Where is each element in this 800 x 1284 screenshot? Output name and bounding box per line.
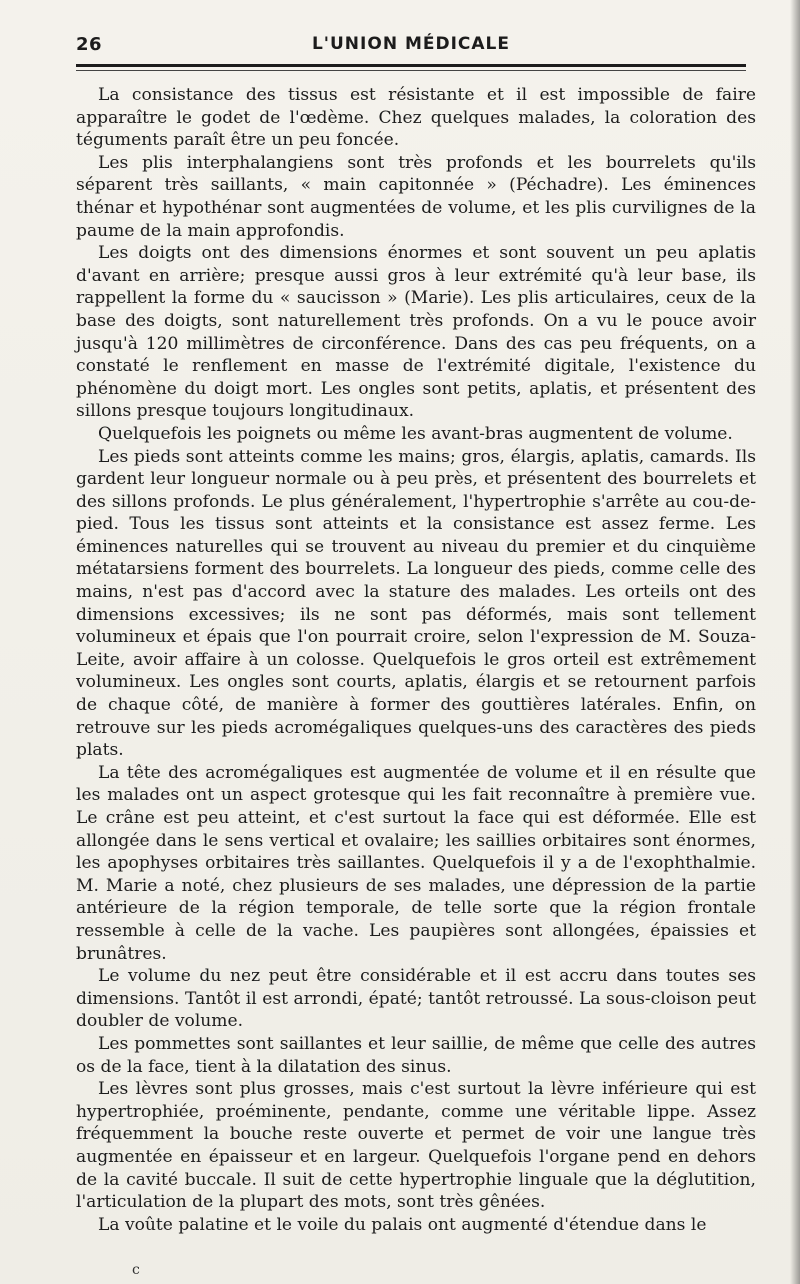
header-rule bbox=[76, 64, 746, 67]
paragraph-fingers: Les doigts ont des dimensions énormes et sont souvent un peu aplatis d'avant en arrière; presque aussi gros à leur extrémité qu'à leur base, ils rappellent la forme du « saucisson » (Marie). Les plis articulaires, ceux de la base des doigts, sont naturellement très profonds. On a vu le pouce avoir jusqu'à 120 millimètres de circonférence. Dans des cas peu fréquents, on a constaté le renflement en masse de l'extrémité digitale, l'existence du phénomène du doigt mort. Les ongles sont petits, aplatis, et présentent des sillons presque toujours longitudinaux. bbox=[76, 243, 756, 422]
paragraph-feet: Les pieds sont atteints comme les mains; gros, élargis, aplatis, camards. Ils gardent leur longueur normale ou à peu près, et présentent des bourrelets et des sillons profonds. Le plus généralement, l'hypertrophie s'arrête au cou-de-pied. Tous les tissus sont atteints et la consistance est assez ferme. Les éminences naturelles qui se trouvent au niveau du premier et du cinquième métatarsiens forment des bourrelets. La longueur des pieds, comme celle des mains, n'est pas d'accord avec la stature des malades. Les orteils ont des dimensions excessives; ils ne sont pas déformés, mais sont tellement volumineux et épais que l'on pourrait croire, selon l'expression de M. Souza-Leite, avoir affaire à un colosse. Quelquefois le gros orteil est extrêmement volumineux. Les ongles sont courts, aplatis, élargis et se retournent parfois de chaque côté, de manière à former des gouttières latérales. Enfin, on retrouve sur les pieds acromégaliques quelques-uns des caractères des pieds plats. bbox=[76, 446, 756, 761]
page-edge-shadow bbox=[790, 0, 800, 1284]
header-rule-thin bbox=[76, 70, 746, 71]
running-title: L'UNION MÉDICALE bbox=[311, 34, 511, 54]
paragraph-wrists: Quelquefois les poignets ou même les avant-bras augmentent de volume. bbox=[98, 423, 733, 444]
page-header bbox=[76, 32, 746, 62]
paragraph-head: La tête des acromégaliques est augmentée de volume et il en résulte que les malades ont un aspect grotesque qui les fait reconnaître à première vue. Le crâne est peu atteint, et c'est surtout la face qui est déformée. Elle est allongée dans le sens vertical et ovalaire; les saillies orbitaires sont énormes, les apophyses orbitaires très saillantes. Quelquefois il y a de l'exophthalmie. M. Marie a noté, chez plusieurs de ses malades, une dépression de la partie antérieure de la région temporale, de telle sorte que la région frontale ressemble à celle de la vache. Les paupières sont allongées, épaissies et brunâtres. bbox=[76, 762, 756, 964]
page-number: 26 bbox=[76, 34, 103, 55]
signature-mark: c bbox=[132, 1262, 140, 1278]
paragraph-interphalangeal-folds: Les plis interphalangiens sont très profonds et les bourrelets qu'ils séparent très saillants, « main capitonnée » (Péchadre). Les éminences thénar et hypothénar sont augmentées de volume, et les plis curvilignes de la paume de la main approfondis. bbox=[76, 152, 756, 241]
paragraph-palate: La voûte palatine et le voile du palais ont augmenté d'étendue dans le bbox=[98, 1214, 707, 1235]
paragraph-skin-consistency: La consistance des tissus est résistante et il est impossible de faire apparaître le godet de l'œdème. Chez quelques malades, la coloration des téguments paraît être un peu foncée. bbox=[76, 85, 756, 151]
article-body bbox=[76, 84, 756, 1236]
paragraph-nose: Le volume du nez peut être considérable et il est accru dans toutes ses dimensions. Tantôt il est arrondi, épaté; tantôt retroussé. La sous-cloison peut doubler de volume. bbox=[76, 966, 756, 1032]
paragraph-lips: Les lèvres sont plus grosses, mais c'est surtout la lèvre inférieure qui est hypertrophiée, proéminente, pendante, comme une véritable lippe. Assez fréquemment la bouche reste ouverte et permet de voir une langue très augmentée en épaisseur et en largeur. Quelquefois l'organe pend en dehors de la cavité buccale. Il suit de cette hypertrophie linguale que la déglutition, l'articulation de la plupart des mots, sont très gênées. bbox=[76, 1079, 756, 1213]
paragraph-cheekbones: Les pommettes sont saillantes et leur saillie, de même que celle des autres os de la face, tient à la dilatation des sinus. bbox=[76, 1033, 756, 1077]
